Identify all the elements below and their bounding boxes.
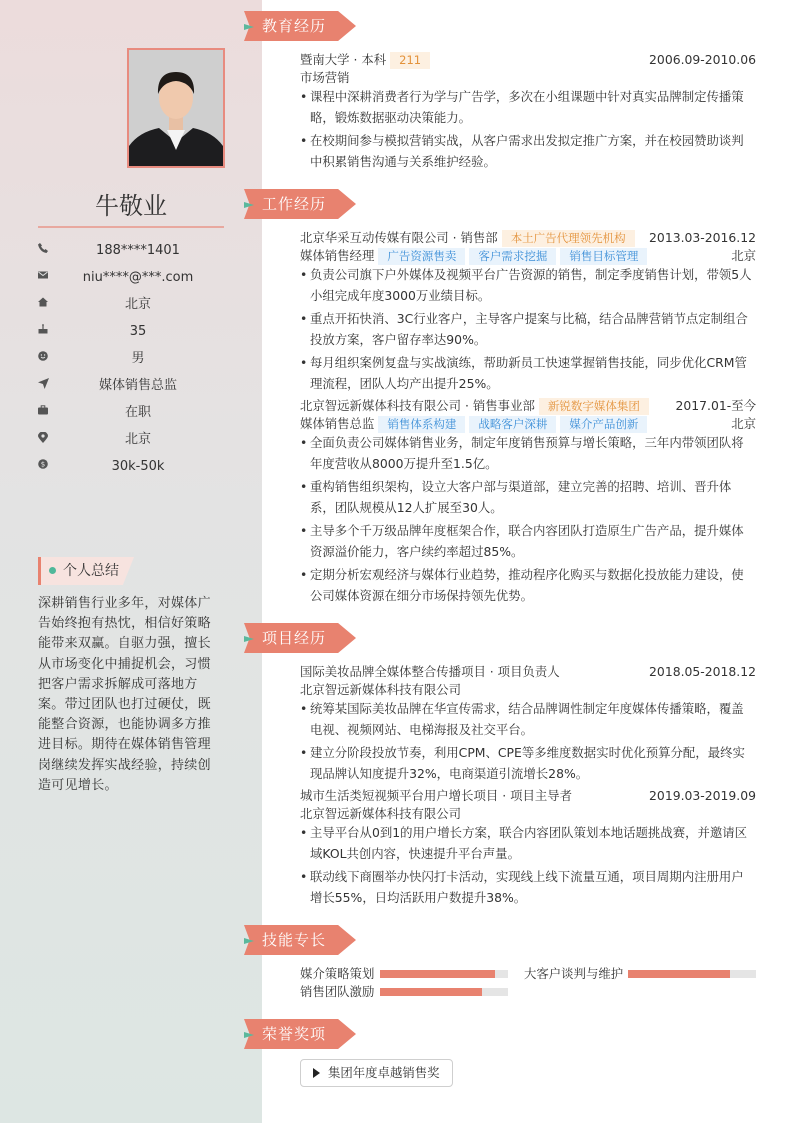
- summary-heading: [38, 557, 134, 585]
- skill-bar: [380, 988, 508, 996]
- skill-tag: 销售目标管理: [560, 248, 647, 265]
- skill-tag: 战略客户深耕: [469, 416, 556, 433]
- list-item: • 主导平台从0到1的用户增长方案，联合内容团队策划本地话题挑战赛，并邀请区域KOL共创内容，快速提升平台声量。: [300, 825, 748, 861]
- section-tick-icon: [244, 636, 254, 642]
- skill-tag: 媒介产品创新: [560, 416, 647, 433]
- skill-bar-fill: [380, 970, 495, 978]
- project-company: 北京智远新媒体科技有限公司: [300, 682, 462, 697]
- home-icon: [38, 297, 52, 311]
- info-target-position: 媒体销售总监: [38, 376, 224, 396]
- project-date: 2018.05-2018.12: [649, 664, 756, 679]
- section-skills-heading: [244, 925, 358, 955]
- section-title: 技能专长: [262, 931, 327, 949]
- project-header: [300, 787, 756, 805]
- candidate-name: 牛敬业: [95, 192, 167, 220]
- section-tick-icon: [244, 1032, 254, 1038]
- smile-icon: [38, 351, 52, 365]
- list-item: • 统筹某国际美妆品牌在华宣传需求，结合品牌调性制定年度媒体传播策略，覆盖电视、视频网站、电梯海报及社交平台。: [300, 701, 744, 737]
- list-item: • 在校期间参与模拟营销实战，从客户需求出发拟定推广方案，并在校园赞助谈判中积累销售沟通与关系维护经验。: [300, 133, 744, 169]
- location-icon: [38, 432, 52, 446]
- school-name: 暨南大学 · 本科: [300, 52, 387, 67]
- summary-heading-bar: [38, 557, 41, 585]
- project-date: 2019.03-2019.09: [649, 788, 756, 803]
- work-date: 2017.01-至今: [675, 398, 756, 413]
- section-title: 工作经历: [262, 195, 327, 213]
- skill-tag: 客户需求挖掘: [469, 248, 556, 265]
- info-email: niu****@***.com: [38, 268, 224, 288]
- skill-name: 销售团队激励: [300, 984, 375, 999]
- skill-tag: 销售体系构建: [378, 416, 465, 433]
- info-location: 北京: [38, 430, 224, 450]
- award-label: 集团年度卓越销售奖: [328, 1065, 440, 1080]
- summary-dot-icon: [49, 567, 56, 574]
- section-awards-heading: [244, 1019, 358, 1049]
- project-name: 城市生活类短视频平台用户增长项目 · 项目主导者: [300, 788, 573, 803]
- work-header: [300, 397, 756, 415]
- work-role-row: [300, 247, 756, 265]
- education-date: 2006.09-2010.06: [649, 52, 756, 67]
- info-gender: 男: [38, 349, 224, 369]
- section-tick-icon: [244, 938, 254, 944]
- list-item: • 主导多个千万级品牌年度框架合作，联合内容团队打造原生广告产品，提升媒体资源溢价能力，客户续约率超过85%。: [300, 523, 744, 559]
- summary-text: 深耕销售行业多年，对媒体广告始终抱有热忱，相信好策略能带来双赢。自驱力强，擅长从市场变化中捕捉机会，习惯把客户需求拆解成可落地方案。带过团队也打过硬仗，既能整合资源，也能协调多方推进目标。期待在媒体销售管理岗继续发挥实战经验，持续创造可见增长。: [38, 596, 211, 793]
- work-role-row: [300, 415, 756, 433]
- section-education-heading: [244, 11, 358, 41]
- skill-tag: 广告资源售卖: [378, 248, 465, 265]
- money-icon: [38, 459, 52, 473]
- education-major: 市场营销: [300, 70, 350, 85]
- list-item: • 重点开拓快消、3C行业客户，主导客户提案与比稿，结合品牌营销节点定制组合投放方案，客户留存率达90%。: [300, 311, 748, 347]
- list-item: • 重构销售组织架构，设立大客户部与渠道部，建立完善的招聘、培训、晋升体系，团队规模从12人扩展至30人。: [300, 479, 732, 515]
- section-work-heading: [244, 189, 358, 219]
- award-badge: [300, 1059, 453, 1087]
- info-salary: $ 30k-50k: [38, 457, 224, 477]
- work-header: [300, 229, 756, 247]
- info-phone: 188****1401: [38, 241, 224, 261]
- cake-icon: [38, 324, 52, 338]
- school-tag: 211: [390, 52, 430, 69]
- section-title: 项目经历: [262, 629, 327, 647]
- skill-bar: [380, 970, 508, 978]
- section-title: 教育经历: [262, 17, 327, 35]
- list-item: • 课程中深耕消费者行为学与广告学，多次在小组课题中针对真实品牌制定传播策略，锻炼数据驱动决策能力。: [300, 89, 744, 125]
- section-tick-icon: [244, 24, 254, 30]
- info-age: 35: [38, 322, 224, 342]
- email-icon: [38, 270, 52, 284]
- list-item: • 每月组织案例复盘与实战演练，帮助新员工快速掌握销售技能，同步优化CRM管理流程，团队人均产出提升25%。: [300, 355, 747, 391]
- list-item: • 全面负责公司媒体销售业务，制定年度销售预算与增长策略，三年内带领团队将年度营收从8000万提升至1.5亿。: [300, 435, 744, 471]
- skill-bar: [628, 970, 756, 978]
- info-city: 北京: [38, 295, 224, 315]
- company-name: 北京智远新媒体科技有限公司 · 销售事业部: [300, 398, 535, 413]
- list-item: • 联动线下商圈举办快闪打卡活动，实现线上线下流量互通，项目周期内注册用户增长55%，日均活跃用户数提升38%。: [300, 869, 744, 905]
- work-city: 北京: [731, 416, 756, 431]
- skill-bar-fill: [628, 970, 730, 978]
- send-icon: [38, 378, 52, 392]
- list-item: • 建立分阶段投放节奏，利用CPM、CPE等多维度数据实时优化预算分配，最终实现品牌认知度提升32%，电商渠道引流增长28%。: [300, 745, 745, 781]
- company-tag: 新锐数字媒体集团: [539, 398, 649, 415]
- list-item: • 负责公司旗下户外媒体及视频平台广告资源的销售，制定季度销售计划，带领5人小组完成年度3000万业绩目标。: [300, 267, 752, 303]
- skill-bar-fill: [380, 988, 482, 996]
- project-name: 国际美妆品牌全媒体整合传播项目 · 项目负责人: [300, 664, 560, 679]
- avatar: [127, 48, 225, 168]
- info-status: 在职: [38, 403, 224, 423]
- briefcase-icon: [38, 405, 52, 419]
- list-item: • 定期分析宏观经济与媒体行业趋势，推动程序化购买与数据化投放能力建设，使公司媒体资源在细分市场保持领先优势。: [300, 567, 744, 603]
- skill-name: 大客户谈判与维护: [524, 966, 624, 981]
- education-header: [300, 51, 756, 69]
- summary-heading-label: 个人总结: [63, 563, 119, 579]
- project-header: [300, 663, 756, 681]
- company-tag: 本土广告代理领先机构: [502, 230, 635, 247]
- section-project-heading: [244, 623, 358, 653]
- project-company: 北京智远新媒体科技有限公司: [300, 806, 462, 821]
- phone-icon: [38, 243, 52, 257]
- name-divider: [38, 226, 224, 228]
- work-city: 北京: [731, 248, 756, 263]
- section-tick-icon: [244, 202, 254, 208]
- section-title: 荣誉奖项: [262, 1025, 327, 1043]
- job-role: 媒体销售经理: [300, 248, 375, 263]
- play-icon: [313, 1068, 320, 1078]
- company-name: 北京华采互动传媒有限公司 · 销售部: [300, 230, 498, 245]
- skill-name: 媒介策略策划: [300, 966, 375, 981]
- svg-text:$: $: [40, 460, 46, 469]
- job-role: 媒体销售总监: [300, 416, 375, 431]
- work-date: 2013.03-2016.12: [649, 230, 756, 245]
